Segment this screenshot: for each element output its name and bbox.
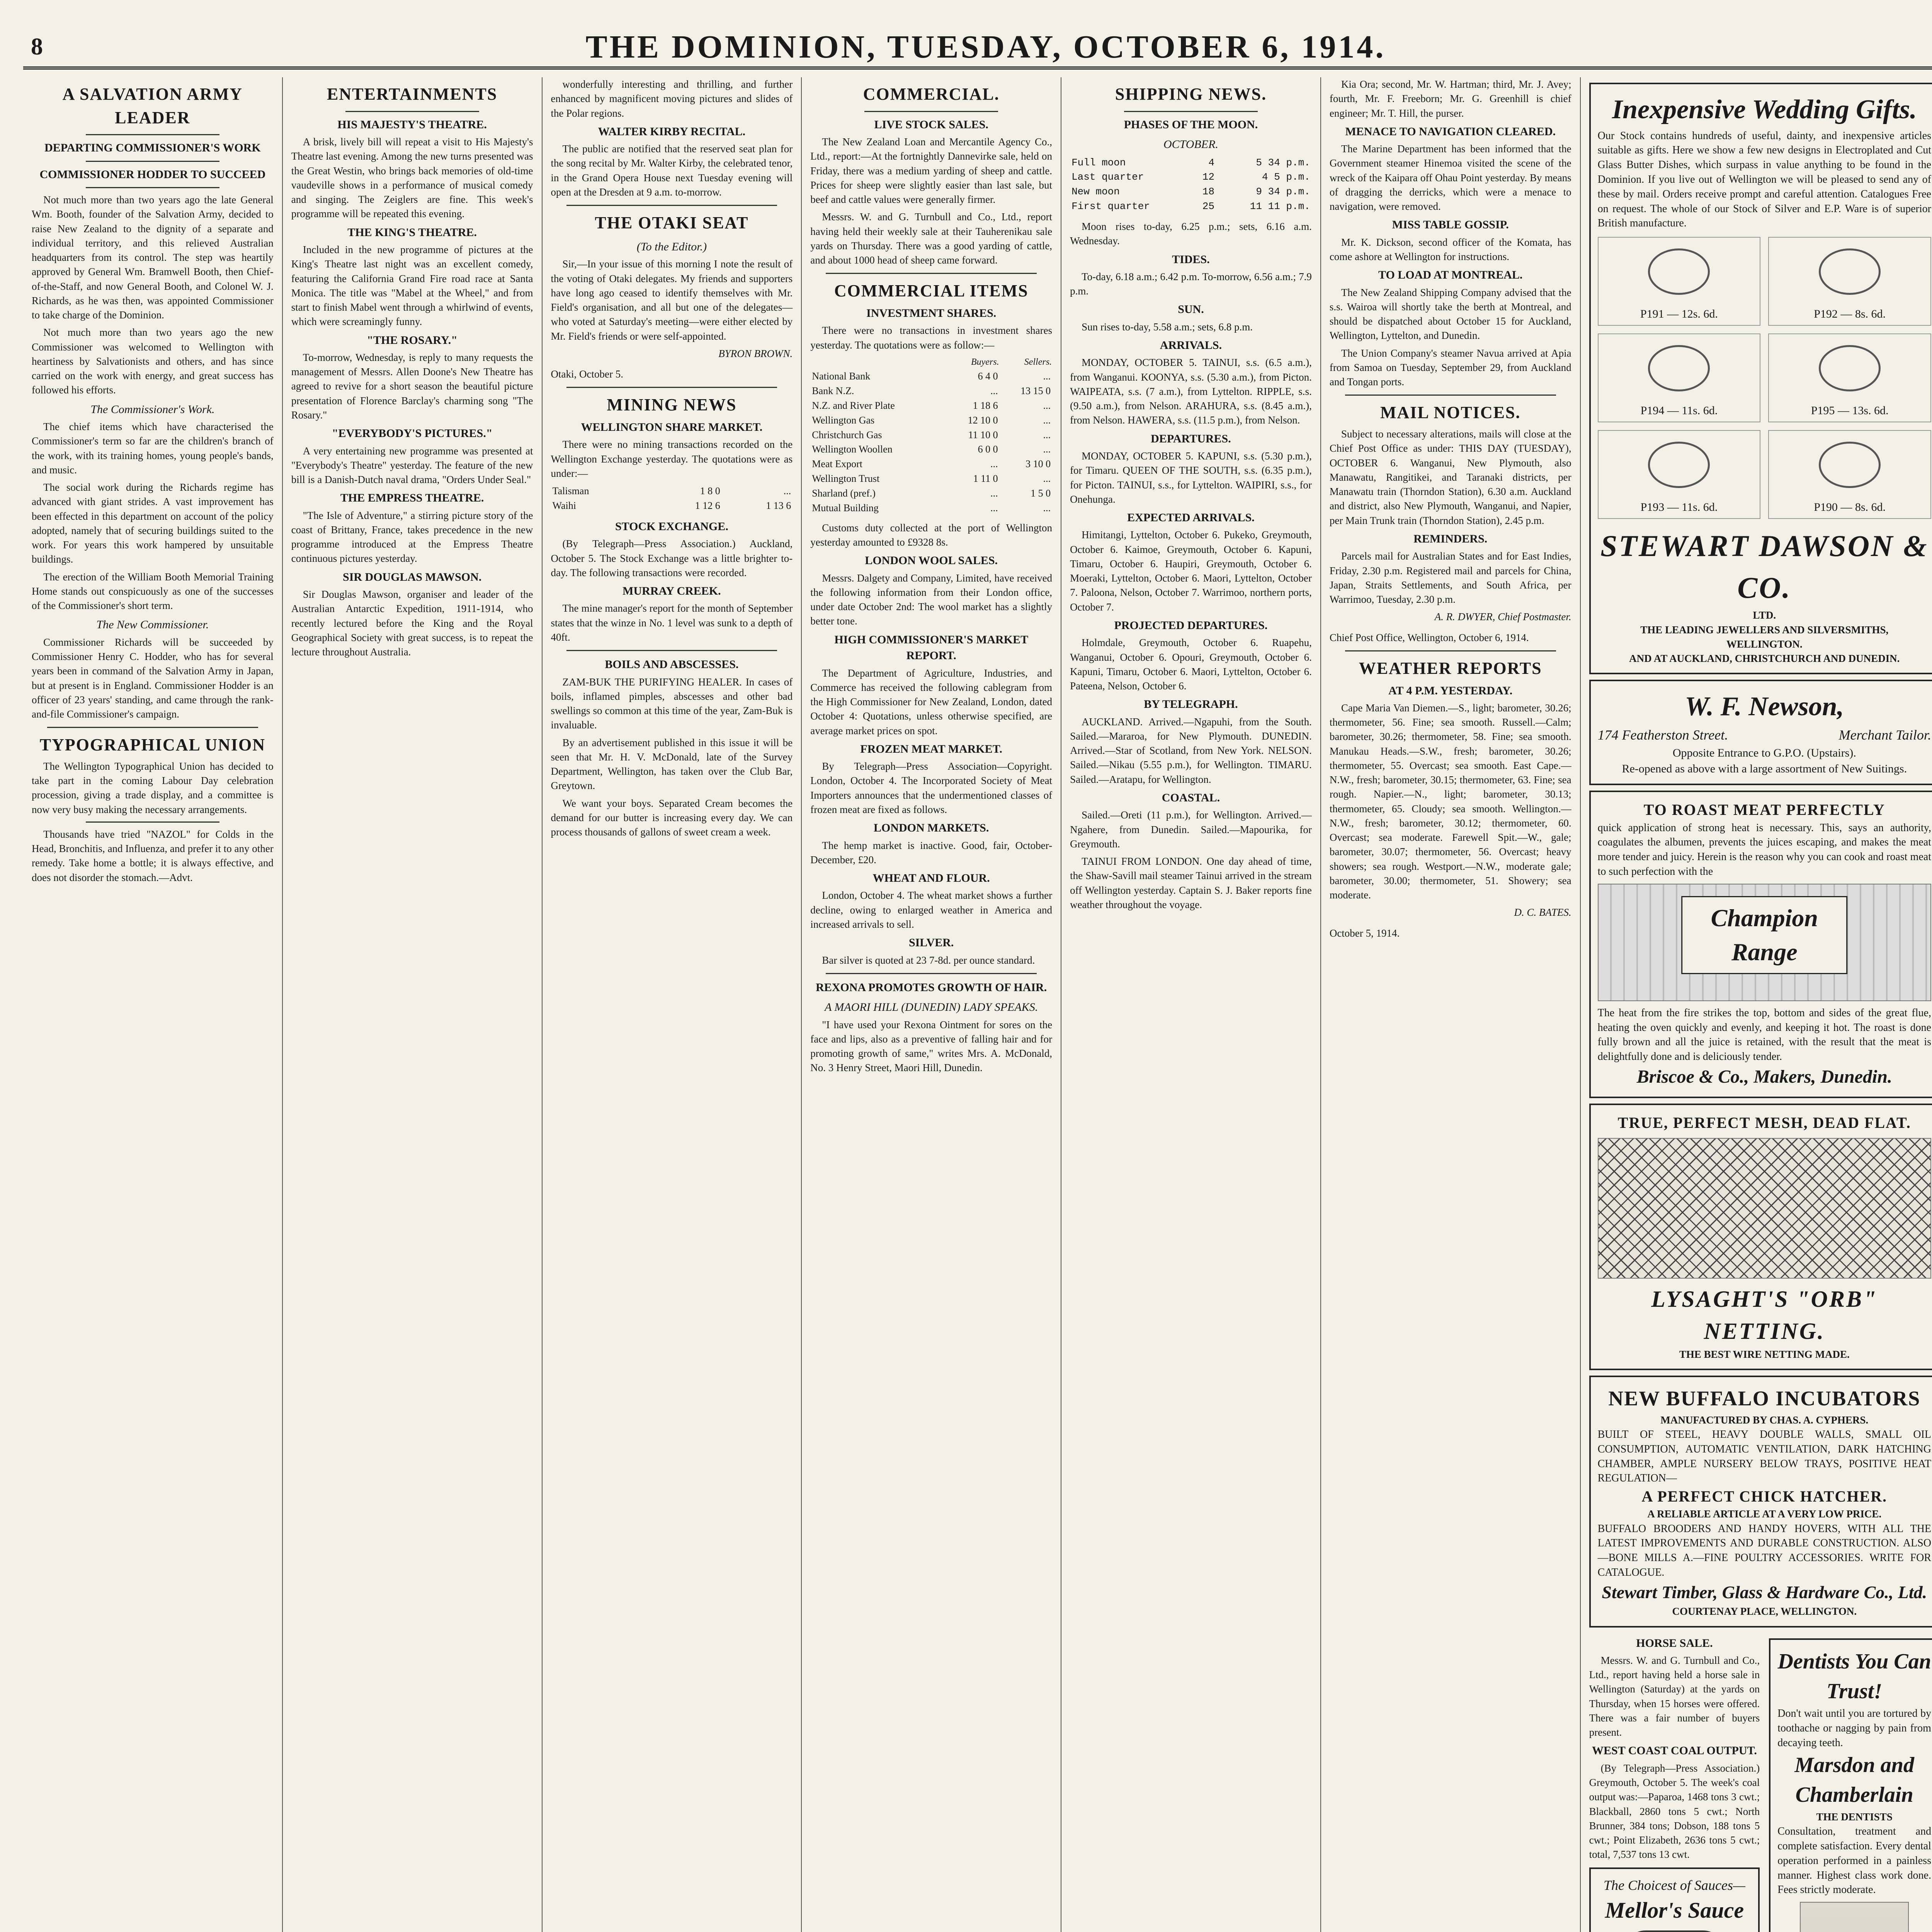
table-row: Wellington Woollen 6 0 0 ...	[812, 444, 1051, 455]
subhead: REXONA PROMOTES GROWTH OF HAIR.	[816, 981, 1047, 994]
paragraph: "The Isle of Adventure," a stirring picture story of the coast of Brittany, France, takes precedence in the new programme introduced at the Empress Theatre continuous pictures yesterday.	[291, 509, 533, 565]
paragraph: Included in the new programme of pictures at the King's Theatre last night was an excellent comedy, featuring the California Grand Fire road race at Santa Monica. The title was "Mabel at the Wheel," and from start to finish Mabel went through a whirlwind of events, which were screamingly funny.	[291, 244, 533, 328]
product-item: P193 — 11s. 6d.	[1598, 430, 1761, 519]
subhead: MENACE TO NAVIGATION CLEARED.	[1345, 125, 1556, 138]
subhead: HIGH COMMISSIONER'S MARKET REPORT.	[834, 633, 1029, 662]
ad-lysaght-netting: TRUE, PERFECT MESH, DEAD FLAT. LYSAGHT'S "ORB" NETTING. THE BEST WIRE NETTING MADE.	[1589, 1104, 1932, 1370]
subhead: ARRIVALS.	[1160, 339, 1222, 352]
subhead: SILVER.	[908, 936, 954, 949]
paragraph: The Union Company's steamer Navua arrived at Apia from Samoa on Tuesday, September 29, from Auckland and Tongan ports.	[1329, 347, 1571, 388]
signature: D. C. BATES.	[1514, 906, 1571, 918]
paragraph: Moon rises to-day, 6.25 p.m.; sets, 6.16 a.m. Wednesday.	[1070, 221, 1312, 247]
paragraph: We want your boys. Separated Cream becomes the demand for our butter is increasing every day. We can process thousands of gallons of sweet cream a week.	[551, 797, 793, 838]
subhead: EXPECTED ARRIVALS.	[1127, 511, 1255, 524]
subhead: The Commissioner's Work.	[90, 403, 215, 416]
table-row: Wellington Gas 12 10 0 ...	[812, 414, 1051, 426]
product-item: P194 — 11s. 6d.	[1598, 333, 1761, 422]
moon-phases-table	[1070, 156, 1312, 214]
table-row: Talisman 1 8 0 ...	[552, 485, 791, 497]
paragraph: The Wellington Typographical Union has decided to take part in the coming Labour Day celebration procession, giving a trade display, and a committee is now very busy making the necessary arrangements.	[32, 760, 274, 815]
paragraph: There were no mining transactions recorded on the Wellington Exchange yesterday. The quotations were as under:—	[551, 439, 793, 479]
subhead: INVESTMENT SHARES.	[866, 307, 997, 320]
column-4	[802, 77, 1061, 1932]
subhead: WALTER KIRBY RECITAL.	[598, 125, 746, 138]
subhead: OCTOBER.	[1163, 138, 1218, 151]
paragraph: By Telegraph—Press Association—Copyright. London, October 4. The Incorporated Society of Meat Importers announces that the undermentioned classes of frozen meat are fixed as follows.	[810, 760, 1053, 815]
subhead: TIDES.	[1172, 253, 1210, 266]
ad-buffalo-incubators: NEW BUFFALO INCUBATORS MANUFACTURED BY CHAS. A. CYPHERS. BUILT OF STEEL, HEAVY DOUBLE WALLS, SMALL OIL CONSUMPTION, AUTOMATIC VENTILATION, DARK HATCHING CHAMBER, AMPLE NURSERY BELOW TRAYS, POSITIVE HEAT REGULATION— A PERFECT CHICK HATCHER. A RELIABLE ARTICLE AT A VERY LOW PRICE. BUFFALO BROODERS AND HANDY HOVERS, WITH ALL THE LATEST IMPROVEMENTS AND DURABLE CONSTRUCTION. ALSO—BONE MILLS A.—FINE POULTRY ACCESSORIES. WRITE FOR CATALOGUE. Stewart Timber, Glass & Hardware Co., Ltd. COURTENAY PLACE, WELLINGTON.	[1589, 1376, 1932, 1627]
subhead: DEPARTURES.	[1151, 432, 1231, 445]
paragraph: The hemp market is inactive. Good, fair, October-December, £20.	[810, 839, 1053, 866]
paragraph: Sir Douglas Mawson, organiser and leader of the Australian Antarctic Expedition, 1911-1914, who recently lectured before the King and the Royal Geographical Society with great success, is to repeat the lecture throughout Australia.	[291, 588, 533, 658]
product-item: P195 — 13s. 6d.	[1768, 333, 1931, 422]
paragraph: Messrs. Dalgety and Company, Limited, have received the following information from their London office, under date October 2nd: The wool market has a slightly better tone.	[810, 572, 1053, 627]
subhead: MURRAY CREEK.	[622, 585, 721, 597]
advertisement-nazol: Thousands have tried "NAZOL" for Colds in the Head, Bronchitis, and Influenza, and prefer it to any other remedy. Take home a bottle; it is always effective, and does not disorder the stomach.—Advt.	[32, 828, 274, 883]
paragraph: ZAM-BUK THE PURIFYING HEALER. In cases of boils, inflamed pimples, abscesses and other bad swellings so common at this time of the year, Zam-Buk is invaluable.	[551, 676, 793, 731]
product-item: P192 — 8s. 6d.	[1768, 237, 1931, 326]
letter-label: (To the Editor.)	[636, 240, 707, 253]
column-1	[23, 77, 283, 1932]
ad-dentists: Dentists You Can Trust! Don't wait until you are tortured by toothache or nagging by pain from decaying teeth. Marsdon and Chamberlain THE DENTISTS Consultation, treatment and complete satisfaction. Every dental operation performed in a painless manner. Highest class work done. Fees strictly moderate.	[1769, 1638, 1932, 1932]
column-3	[543, 77, 802, 1932]
paragraph: A very entertaining new programme was presented at "Everybody's Theatre" yesterday. The feature of the new bill is a Danish-Dutch naval drama, "Orders Under Seal."	[291, 445, 533, 486]
headline-typographical: TYPOGRAPHICAL UNION	[39, 735, 266, 755]
paragraph: The mine manager's report for the month of September states that the winze in No. 1 level was sunk to a depth of 40ft.	[551, 602, 793, 643]
paragraph: A brisk, lively bill will repeat a visit to His Majesty's Theatre last evening. Among the new turns presented was the Great Westin, who brings back memories of old-time vaudeville shows in a performance of musical comedy and singing. The Zeiglers are fine. This week's programme will be repeated this evening.	[291, 136, 533, 220]
subhead: SUN.	[1178, 303, 1204, 316]
subhead: TO LOAD AT MONTREAL.	[1378, 269, 1523, 282]
headline-commercial: COMMERCIAL.	[863, 85, 1000, 104]
subhead: STOCK EXCHANGE.	[615, 520, 728, 533]
paragraph: Bar silver is quoted at 23 7-8d. per ounce standard.	[822, 954, 1035, 966]
paragraph: The New Zealand Shipping Company advised that the s.s. Wairoa will shortly take the berth at Montreal, and should be dispatched about October 15 for Auckland, Wellington, Lyttelton, and Dunedin.	[1329, 286, 1571, 342]
ad-wedding-gifts: Inexpensive Wedding Gifts. Our Stock contains hundreds of useful, dainty, and inexpensive articles suitable as gifts. Here we show a few new designs in Electroplated and Cut Glass Butter Dishes, which surpass in value anything to be found in the Dominion. If you live out of Wellington we will be pleased to send any of these by mail. Orders receive prompt and careful attention. Catalogues Free on request. The whole of our Stock of Silver and E.P. Ware is of superior British manufacture. P191 — 12s. 6d. P192 — 8s. 6d. P194 — 11s. 6d. P195 — 13s. 6d. P193 — 11s. 6d. P190 — 8s. 6d. STEWART DAWSON & CO. LTD. THE LEADING JEWELLERS AND SILVERSMITHS, WELLINGTON. AND AT AUCKLAND, CHRISTCHURCH AND DUNEDIN.	[1589, 83, 1932, 674]
paragraph: Not much more than two years ago the new Commissioner was welcomed to Wellington with heartiness by Salvationists and others, and has since carried on the work with energy, and great success has followed his efforts.	[32, 327, 274, 396]
ad-champion-range: TO ROAST MEAT PERFECTLY quick application of strong heat is necessary. This, says an authority, coagulates the albumen, prevents the juices escaping, and makes the meat more tender and juicy. Herein is the reason why you can cook and roast meat to such perfection with the Champion Range The heat from the fire strikes the top, bottom and sides of the great flue, heating the oven quickly and evenly, and keeping it hot. The roast is done fully brown and all the juice is retained, with the result that the meat is delightfully done and is deliciously tender. Briscoe & Co., Makers, Dunedin.	[1589, 791, 1932, 1098]
paragraph: Mr. K. Dickson, second officer of the Komata, has come ashore at Wellington for instructions.	[1329, 236, 1571, 263]
column-2	[283, 77, 543, 1932]
paragraph: The Marine Department has been informed that the Government steamer Hinemoa visited the scene of the wreck of the Kaipara off Ohau Point yesterday. By means of dragging the derricks, which were a menace to navigation, were removed.	[1329, 143, 1571, 213]
subhead: WHEAT AND FLOUR.	[872, 872, 990, 885]
headline-entertainments: ENTERTAINMENTS	[327, 85, 498, 104]
subhead: WELLINGTON SHARE MARKET.	[581, 420, 763, 434]
table-row: Waihi 1 12 6 1 13 6	[552, 500, 791, 511]
ad-title: Inexpensive Wedding Gifts.	[1612, 95, 1917, 124]
subhead: THE KING'S THEATRE.	[347, 226, 477, 239]
paragraph: The chief items which have characterised the Commissioner's term so far are the children's branch of the work, with its training homes, young people's bands, and music.	[32, 421, 274, 476]
article-body	[32, 193, 274, 721]
paragraph: Holmdale, Greymouth, October 6. Ruapehu, Wanganui, October 6. Opouri, Greymouth, October 6. Kapuni, Timaru, October 6. Maori, Lyttelton, October 6. Pateena, Nelson, October 6.	[1070, 637, 1312, 692]
subhead: PHASES OF THE MOON.	[1124, 118, 1258, 131]
butter-dish-image	[1819, 248, 1881, 295]
table-row: New moon 18 9 34 p.m.	[1071, 186, 1310, 198]
paragraph: MONDAY, OCTOBER 5. TAINUI, s.s. (6.5 a.m.), from Wanganui. KOONYA, s.s. (5.30 a.m.), from Picton. WAIPEATA, s.s. (7 a.m.), from Lyttelton. RIPPLE, s.s. (9.50 a.m.), from Nelson. ARAHURA, s.s. (8.45 a.m.), from Nelson. HAWERA, s.s. (11.5 p.m.), from Nelson.	[1070, 357, 1312, 426]
subhead: COASTAL.	[1162, 791, 1220, 804]
headline-weather: WEATHER REPORTS	[1359, 658, 1542, 678]
butter-dish-image	[1648, 442, 1710, 488]
paragraph: AUCKLAND. Arrived.—Ngapuhi, from the South. Sailed.—Mararoa, for New Plymouth. DUNEDIN. Arrived.—Star of Scotland, from New York. NELSON. Sailed.—Nikau (5.55 p.m.), for Wellington. TIMARU. Sailed.—Aratapu, for Wellington.	[1070, 716, 1312, 785]
paragraph: Sailed.—Oreti (11 p.m.), for Wellington. Arrived.—Ngahere, from Dunedin. Sailed.—Mapourika, for Greymouth.	[1070, 809, 1312, 850]
dateline: October 5, 1914.	[1329, 927, 1400, 939]
subhead: LONDON MARKETS.	[874, 821, 989, 835]
subhead: LONDON WOOL SALES.	[865, 554, 998, 567]
subhead: BY TELEGRAPH.	[1144, 698, 1238, 711]
paragraph: London, October 4. The wheat market shows a further decline, owing to enlarged weather in America and increased arrivals to sell.	[810, 889, 1053, 930]
subhead: "THE ROSARY."	[367, 333, 457, 347]
subhead: PROJECTED DEPARTURES.	[1114, 619, 1268, 632]
table-row: Mutual Building ... ...	[812, 502, 1051, 514]
columns	[23, 77, 1932, 1932]
table-row: National Bank 6 4 0 ...	[812, 371, 1051, 382]
paragraph: The Department of Agriculture, Industries, and Commerce has received the following cablegram from the High Commissioner for New Zealand, London, dated October 4: Quotations, unless otherwise specified, are average market prices on spot.	[810, 667, 1053, 736]
headline-shipping-news: SHIPPING NEWS.	[1115, 85, 1267, 104]
subhead: FROZEN MEAT MARKET.	[860, 742, 1002, 755]
paragraph: Parcels mail for Australian States and for East Indies, Friday, 2.30 p.m. Registered mail and parcels for China, Japan, Straits Settlements, and South Africa, per Warrimoo, Tuesday, 2.30 p.m.	[1329, 550, 1571, 605]
table-row: Meat Export ... 3 10 0	[812, 458, 1051, 470]
deck-departing: DEPARTING COMMISSIONER'S WORK	[44, 141, 261, 155]
subhead: HIS MAJESTY'S THEATRE.	[337, 118, 487, 131]
brand-stewart-dawson: STEWART DAWSON & CO.	[1600, 529, 1929, 604]
paragraph: Sun rises to-day, 5.58 a.m.; sets, 6.8 p.m.	[1082, 321, 1253, 333]
column-5	[1061, 77, 1321, 1932]
table-row: First quarter 25 11 11 p.m.	[1071, 201, 1310, 213]
subhead: THE EMPRESS THEATRE.	[340, 492, 484, 505]
page-number: 8	[31, 33, 43, 60]
paragraph: Subject to necessary alterations, mails will close at the Chief Post Office as under: THIS DAY (TUESDAY), OCTOBER 6. Wanganui, New Plymouth, also Manawatu, Rangitikei, and Taranaki districts, per Manawatu train (Thorndon Station), 6.30 a.m. Auckland and district, also New Plymouth, Wanganui, and Napier, per Main Trunk train (Thorndon Station), 2.45 p.m.	[1329, 428, 1571, 526]
shares-table	[810, 355, 1052, 515]
table-row: Last quarter 12 4 5 p.m.	[1071, 171, 1310, 183]
headline-salvation-army: A SALVATION ARMY LEADER	[62, 85, 243, 127]
paragraph: wonderfully interesting and thrilling, and further enhanced by magnificent moving pictures and slides of the Polar regions.	[551, 78, 793, 119]
ad-newson-tailor: W. F. Newson, 174 Featherston Street. Merchant Tailor. Opposite Entrance to G.P.O. (Upstairs). Re-opened as above with a large assortment of New Suitings.	[1589, 680, 1932, 785]
dentist-illustration	[1800, 1902, 1909, 1932]
sauce-bottle-image	[1622, 1930, 1726, 1932]
paragraph: Customs duty collected at the port of Wellington yesterday amounted to £9328 8s.	[810, 522, 1053, 548]
headline-mail-notices: MAIL NOTICES.	[1380, 403, 1521, 422]
paragraph: Kia Ora; second, Mr. W. Hartman; third, Mr. J. Avey; fourth, Mr. F. Freeborn; Mr. G. Greenhill is chief engineer; Mr. T. Hill, the purser.	[1329, 78, 1571, 119]
paragraph: There were no transactions in investment shares yesterday. The quotations were as follow:—	[810, 325, 1053, 351]
butter-dish-image	[1648, 345, 1710, 391]
letter-signature: BYRON BROWN.	[718, 347, 793, 359]
paragraph: (By Telegraph—Press Association.) Auckland, October 5. The Stock Exchange was a little brighter to-day. The following transactions were recorded.	[551, 538, 793, 578]
paragraph: The social work during the Richards regime has advanced with giant strides. A vast improvement has been effected in this department on account of the policy adopted, namely that of securing buildings suited to the work. For years this work hampered by unsuitable buildings.	[32, 481, 274, 565]
butter-dish-image	[1819, 345, 1881, 391]
paragraph: "I have used your Rexona Ointment for sores on the face and lips, also as a preventive of falling hair and for promoting growth of same," writes Mrs. A. McDonald, No. 3 Henry Street, Maori Hill, Dunedin.	[810, 1019, 1053, 1074]
paragraph: The public are notified that the reserved seat plan for the song recital by Mr. Walter Kirby, the celebrated tenor, in the Grand Opera House next Tuesday evening will open at the Dresden at 9 a.m. to-morrow.	[551, 143, 793, 198]
paragraph: The erection of the William Booth Memorial Training Home stands out conspicuously as one of the successes of the Commissioner's short term.	[32, 571, 274, 612]
headline-otaki-seat: THE OTAKI SEAT	[595, 213, 749, 233]
ad-text: Our Stock contains hundreds of useful, dainty, and inexpensive articles suitable as gifts. Here we show a few new designs in Electroplated and Cut Glass Butter Dishes, which surpass in value anything to be found in the Dominion. If you live out of Wellington we will be pleased to send any of these by mail. Orders receive prompt and careful attention. Catalogues Free on request. The whole of our Stock of Silver and E.P. Ware is of superior British manufacture.	[1597, 129, 1931, 230]
mining-table	[551, 484, 793, 513]
letter-body: Sir,—In your issue of this morning I note the result of the voting of Otaki delegates. My friends and supporters have long ago ceased to identify themselves with Mr. Field's organisation, and all but one of the delegates—who voted at Saturday's meeting—were either elected by Mr. Field's friends or were self-appointed.	[551, 258, 793, 342]
subhead: MISS TABLE GOSSIP.	[1392, 218, 1509, 231]
subhead: AT 4 P.M. YESTERDAY.	[1388, 684, 1513, 697]
product-item: P190 — 8s. 6d.	[1768, 430, 1931, 519]
paragraph: Himitangi, Lyttelton, October 6. Pukeko, Greymouth, October 6. Kaimoe, Greymouth, October 6. Kapuni, Timaru, October 6. Haupiri, Greymouth, October 6. Moeraki, Lyttelton, October 6. Maori, Lyttelton, October 7. Paloona, Nelson, October 7. Warrimoo, northern ports, October 7.	[1070, 529, 1312, 613]
deck-hodder: COMMISSIONER HODDER TO SUCCEED	[39, 168, 266, 181]
table-row: Bank N.Z. ... 13 15 0	[812, 385, 1051, 396]
headline-mining-news: MINING NEWS	[607, 395, 737, 415]
headline-boils: BOILS AND ABSCESSES.	[605, 658, 739, 671]
column-advertisements: Inexpensive Wedding Gifts. Our Stock contains hundreds of useful, dainty, and inexpensive articles suitable as gifts. Here we show a few new designs in Electroplated and Cut Glass Butter Dishes, which surpass in value anything to be found in the Dominion. If you live out of Wellington we will be pleased to send any of these by mail. Orders receive prompt and careful attention. Catalogues Free on request. The whole of our Stock of Silver and E.P. Ware is of superior British manufacture. P191 — 12s. 6d. P192 — 8s. 6d. P194 — 11s. 6d. P195 — 13s. 6d. P193 — 11s. 6d. P190 — 8s. 6d. STEWART DAWSON & CO. LTD. THE LEADING JEWELLERS AND SILVERSMITHS, WELLINGTON. AND AT AUCKLAND, CHRISTCHURCH AND DUNEDIN. W. F. Newson, 174 Featherston Street. Merchant Tailor. Opposite Entrance to G.P.O. (Upstairs). Re-opened as above with a large assortment of New Suitings. TO ROAST MEAT PERFECTLY quick application of strong heat is necessary. This, says an authority, coagulates the albumen, prevents the juices escaping, and makes the meat more tender and juicy. Herein is the reason why you can cook and roast meat to such perfection with the Champion Range The heat from the fire strikes the top, bottom and sides of the great flue, heating the oven quickly and evenly, and keeping it hot. The roast is done fully brown and all the juice is retained, with the result that the meat is delightfully done and is deliciously tender. Briscoe & Co., Makers, Dunedin. TRUE, PERFECT MESH, DEAD FLAT. LYSAGHT'S "ORB" NETTING. THE BEST WIRE NETTING MADE. NEW BUFFALO INCUBATORS MANUFACTURED BY CHAS. A. CYPHERS. BUILT OF STEEL, HEAVY DOUBLE WALLS, SMALL OIL CONSUMPTION, AUTOMATIC VENTILATION, DARK HATCHING CHAMBER, AMPLE NURSERY BELOW TRAYS, POSITIVE HEAT REGULATION— A PERFECT CHICK HATCHER. A RELIABLE ARTICLE AT A VERY LOW PRICE. BUFFALO BROODERS AND HANDY HOVERS, WITH ALL THE LATEST IMPROVEMENTS AND DURABLE CONSTRUCTION. ALSO—BONE MILLS A.—FINE POULTRY ACCESSORIES. WRITE FOR CATALOGUE. Stewart Timber, Glass & Hardware Co., Ltd. COURTENAY PLACE, WELLINGTON. HORSE SALE. Messrs. W. and G. Turnbull and Co., Ltd., report having held a horse sale in Wellington (Saturday) at the yards on Thursday, when 15 horses were offered. There was a fair number of buyers present. WEST COAST COAL OUTPUT. (By Telegraph—Press Association.) Greymouth, October 5. The week's coal output was:—Paparoa, 1468 tons 3 cwt.; Blackball, 2860 tons 5 cwt.; North Brunner, 384 tons; Dobson, 188 tons 5 cwt.; Point Elizabeth, 2636 tons 5 cwt.; total, 7,537 tons 13 cwt. The Choicest of Sauces— Mellor's Sauce Dentists You Can Trust! Don't wait until you are tortured by toothache or nagging by pain from decaying teeth. Marsdon and Chamberlain THE DENTISTS Consultation, treatment and complete satisfaction. Every dental operation performed in a painless manner. Highest class work done. Fees strictly moderate.	[1581, 77, 1932, 1932]
butter-dish-image	[1819, 442, 1881, 488]
paragraph: Cape Maria Van Diemen.—S., light; barometer, 30.26; thermometer, 56. Fine; sea smooth. Russell.—Calm; barometer, 30.26; thermometer, 58. Fine; sea smooth. Manukau Heads.—S.W., fresh; barometer, 30.26; thermometer, 55. Overcast; sea smooth. East Cape.—N.W., fresh; barometer, 30.15; thermometer, 63. Fine; sea rough. Napier.—N., light; barometer, 30.13; thermometer, 65. Cloudy; sea smooth. Wellington.—N.W., fresh; barometer, 30.12; thermometer, 60. Overcast; sea moderate. Farewell Spit.—W., gale; barometer, 30.07; thermometer, 56. Overcast; heavy showers; sea rough. Westport.—N.W., moderate gale; barometer, 30.00; thermometer, 51. Showery; sea moderate.	[1329, 702, 1571, 901]
subhead: The New Commissioner.	[96, 618, 209, 631]
paragraph: MONDAY, OCTOBER 5. KAPUNI, s.s. (5.30 p.m.), for Timaru. QUEEN OF THE SOUTH, s.s. (6.35 p.m.), for Picton. TAINUI, s.s., for Lyttelton. WAIPIRI, s.s., for Onehunga.	[1070, 450, 1312, 505]
subhead: LIVE STOCK SALES.	[874, 118, 988, 131]
table-row: Full moon 4 5 34 p.m.	[1071, 156, 1310, 168]
letter-place: Otaki, October 5.	[551, 368, 623, 380]
subhead: SIR DOUGLAS MAWSON.	[343, 570, 482, 583]
paragraph: The New Zealand Loan and Mercantile Agency Co., Ltd., report:—At the fortnightly Dannevirke sale, held on Friday, there was a medium yarding of sheep and cattle. Prices for sheep were slightly easier than last sale, but beef and cattle values were generally firmer.	[810, 136, 1053, 206]
table-row: Sharland (pref.) ... 1 5 0	[812, 488, 1051, 499]
subhead: A MAORI HILL (DUNEDIN) LADY SPEAKS.	[825, 1001, 1038, 1014]
dateline: Chief Post Office, Wellington, October 6, 1914.	[1329, 631, 1529, 643]
table-header: Buyers. Sellers.	[971, 357, 1052, 367]
table-row: Christchurch Gas 11 10 0 ...	[812, 429, 1051, 440]
paragraph: Not much more than two years ago the late General Wm. Booth, founder of the Salvation Army, decided to raise New Zealand to the dignity of a separate and individual territory, and this relieved Australian headquarters from its control. The step was heartily approved by General Wm. Bramwell Booth, then Chief-of-the-Staff, and now General Booth, and Colonel W. J. Richards, as he was then, was appointed Commissioner to take charge of the Dominion.	[32, 194, 274, 321]
masthead	[23, 27, 1932, 70]
paragraph: To-morrow, Wednesday, is reply to many requests the management of Messrs. Allen Doone's New Theatre has agreed to revive for a short season the beautiful picture presentation of Florence Barclay's charming song "The Rosary."	[291, 351, 533, 421]
paragraph: By an advertisement published in this issue it will be seen that Mr. H. V. McDonald, late of the Survey Department, Wellington, has taken over the Club Bar, Greytown.	[551, 736, 793, 792]
champion-range-logo: Champion Range	[1681, 896, 1847, 975]
stove-illustration	[1598, 884, 1931, 1001]
signature: A. R. DWYER, Chief Postmaster.	[1434, 611, 1571, 623]
column-6	[1321, 77, 1581, 1932]
butter-dish-image	[1648, 248, 1710, 295]
paragraph: Commissioner Richards will be succeeded by Commissioner Henry C. Hodder, who has for several years been in command of the Salvation Army in Japan, but at present is in England. Commissioner Hodder is an officer of 23 years' standing, and came through the rank-and-file Commissioner's campaign.	[32, 636, 274, 720]
wire-netting-illustration	[1598, 1138, 1931, 1279]
table-row: N.Z. and River Plate 1 18 6 ...	[812, 400, 1051, 411]
paragraph: To-day, 6.18 a.m.; 6.42 p.m. To-morrow, 6.56 a.m.; 7.9 p.m.	[1070, 270, 1312, 297]
product-item: P191 — 12s. 6d.	[1598, 237, 1761, 326]
paragraph: TAINUI FROM LONDON. One day ahead of time, the Shaw-Savill mail steamer Tainui arrived in the stream off Wellington yesterday. Captain S. J. Baker reports fine weather throughout the voyage.	[1070, 855, 1312, 910]
paragraph: Messrs. W. and G. Turnbull and Co., Ltd., report having held their weekly sale at their Tauherenikau sale yards on Thursday. There was a good yarding of cattle, and about 1000 head of sheep came forward.	[810, 211, 1053, 266]
subhead: REMINDERS.	[1413, 532, 1488, 545]
headline-commercial-items: COMMERCIAL ITEMS	[834, 281, 1029, 301]
table-row: Wellington Trust 1 11 0 ...	[812, 473, 1051, 485]
product-grid	[1598, 237, 1931, 519]
newspaper-title: THE DOMINION, TUESDAY, OCTOBER 6, 1914.	[585, 29, 1386, 65]
subhead: "EVERYBODY'S PICTURES."	[332, 427, 493, 440]
ad-mellors-sauce: The Choicest of Sauces— Mellor's Sauce	[1589, 1867, 1760, 1932]
